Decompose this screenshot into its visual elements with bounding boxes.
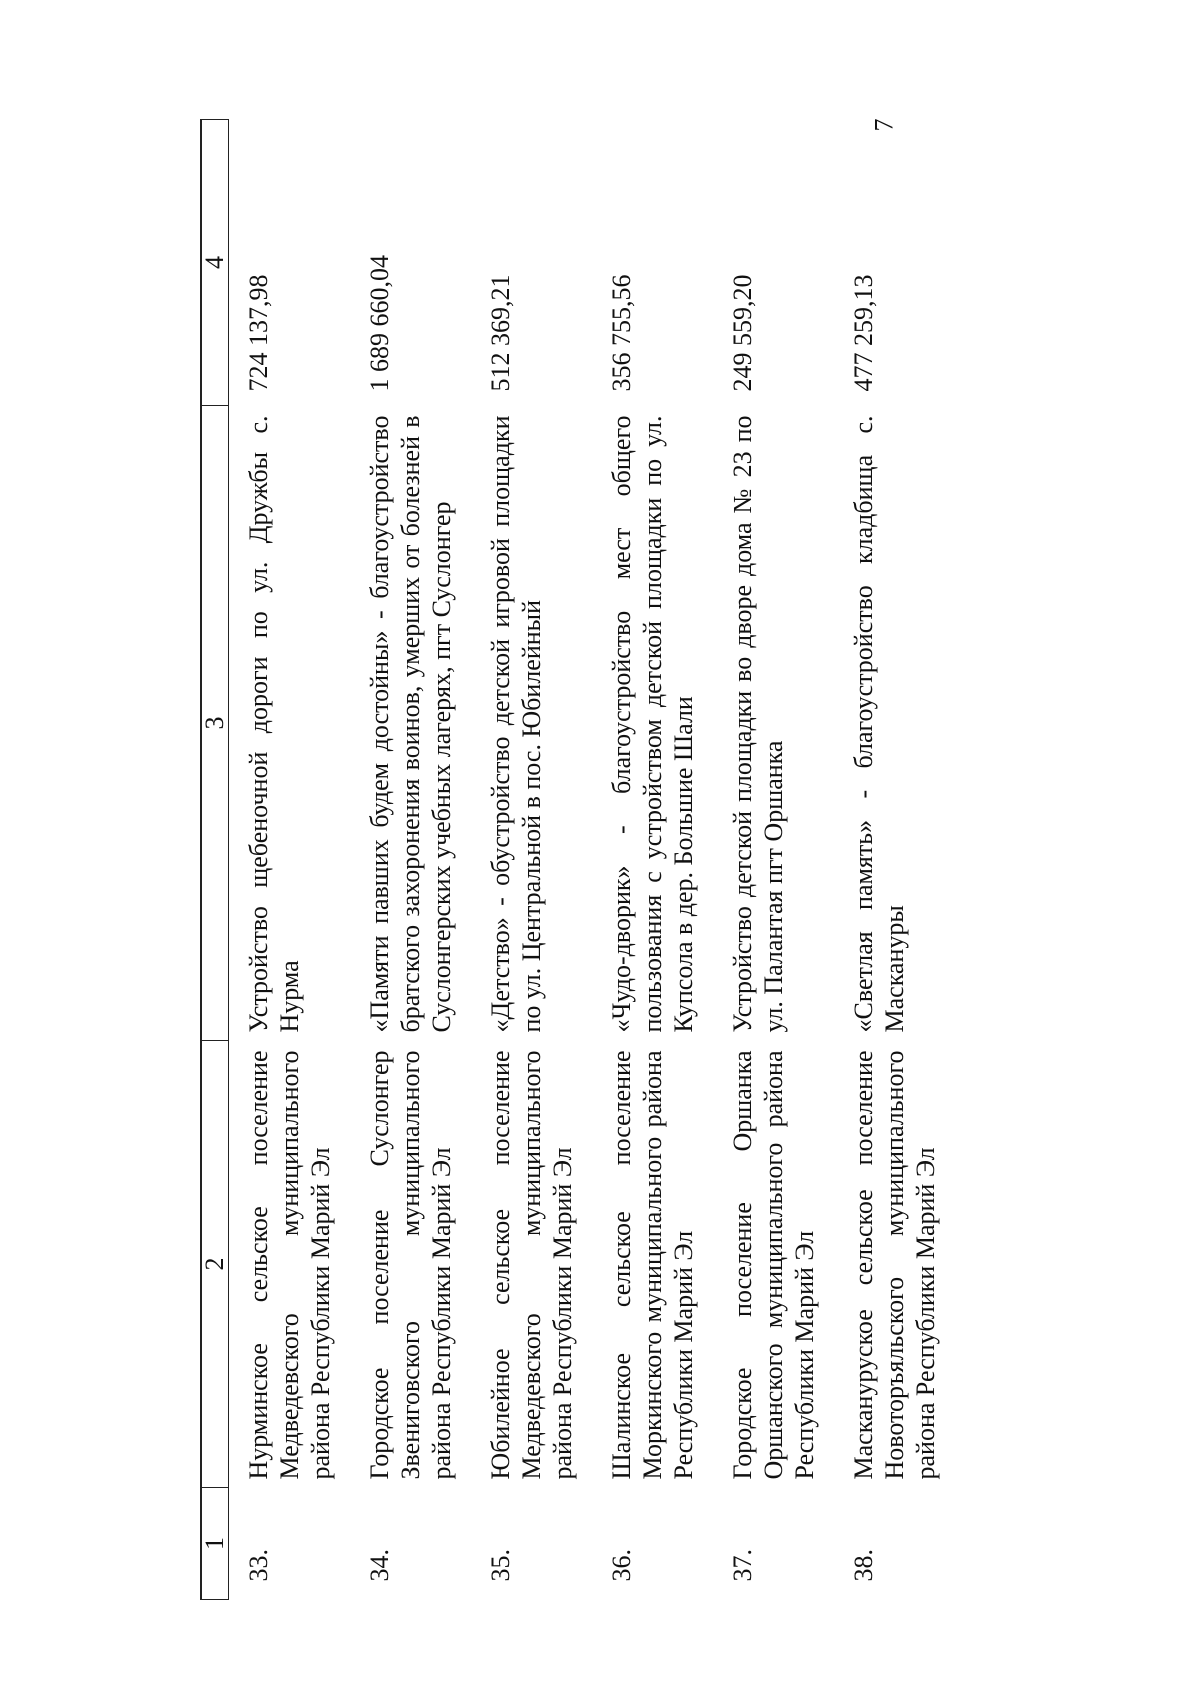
project-cell: Устройство щебеночной дороги по ул. Дружбы с. Нурма (244, 415, 304, 1033)
municipality-cell: Городское поселение Оршанка Оршанского муниципального района Республики Марий Эл (728, 1050, 819, 1480)
row-number: 38. (849, 1549, 878, 1582)
column-header-2: 2 (201, 1041, 229, 1488)
column-header-1: 1 (201, 1488, 229, 1600)
municipality-cell: Юбилейное сельское поселение Медведевского муниципального района Республики Марий Эл (486, 1050, 577, 1480)
row-number: 36. (607, 1549, 636, 1582)
row-number: 34. (365, 1549, 394, 1582)
column-header-4: 4 (201, 120, 229, 406)
project-cell: «Памяти павших будем достойны» - благоустройство братского захоронения воинов, умерших от болезней в Суслонгерских учебных лагерях, пгт Суслонгер (365, 415, 456, 1033)
page-number: 7 (869, 118, 899, 132)
project-cell: «Чудо-дворик» - благоустройство мест общего пользования с устройством детской площадки по ул. Купсола в дер. Большие Шали (607, 415, 698, 1033)
document-table-container (200, 120, 960, 1600)
table-row (834, 120, 962, 1600)
table-header-row (201, 120, 229, 1600)
amount-cell: 1 689 660,04 (365, 255, 394, 392)
table-row (229, 120, 351, 1600)
row-number: 33. (244, 1549, 273, 1582)
amount-cell: 512 369,21 (486, 274, 515, 392)
project-cell: «Светлая память» - благоустройство кладбища с. Маскануры (849, 415, 909, 1033)
municipality-cell: Шалинское сельское поселение Моркинского муниципального района Республики Марий Эл (607, 1050, 698, 1480)
amount-cell: 477 259,13 (849, 274, 878, 392)
amount-cell: 356 755,56 (607, 274, 636, 392)
project-cell: «Детство» - обустройство детской игровой площадки по ул. Центральной в пос. Юбилейный (486, 415, 546, 1033)
row-number: 35. (486, 1549, 515, 1582)
municipality-cell: Городское поселение Суслонгер Звениговского муниципального района Республики Марий Эл (365, 1050, 456, 1480)
table-row (713, 120, 834, 1600)
column-header-3: 3 (201, 406, 229, 1041)
amount-cell: 724 137,98 (244, 274, 273, 392)
row-number: 37. (728, 1549, 757, 1582)
table-row (592, 120, 713, 1600)
table-row (471, 120, 592, 1600)
amount-cell: 249 559,20 (728, 274, 757, 392)
project-cell: Устройство детской площадки во дворе дома № 23 по ул. Палантая пгт Оршанка (728, 415, 788, 1033)
municipality-cell: Маскануруское сельское поселение Новоторъяльского муниципального района Республики Марий Эл (849, 1050, 940, 1480)
table-row (350, 120, 471, 1600)
municipality-cell: Нурминское сельское поселение Медведевского муниципального района Республики Марий Эл (244, 1050, 335, 1480)
projects-table (200, 119, 962, 1600)
